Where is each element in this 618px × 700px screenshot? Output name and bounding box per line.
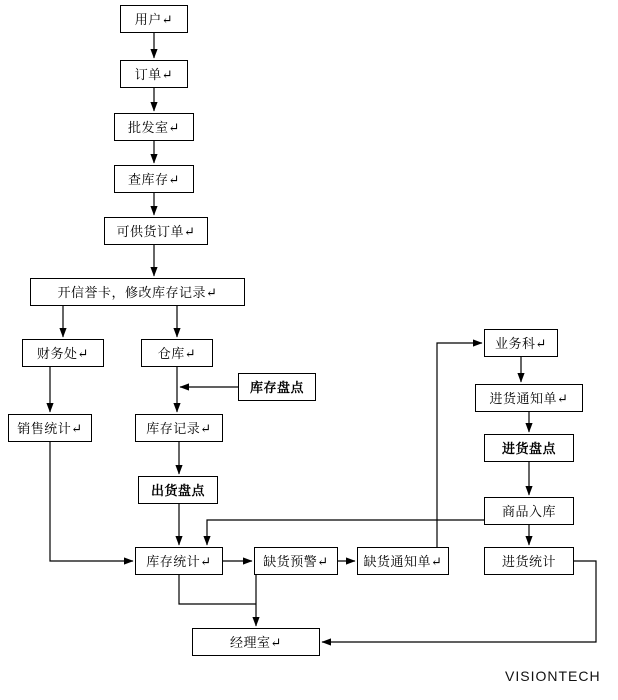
node-user[interactable]: 用户↵ — [120, 5, 188, 33]
node-warehouse[interactable]: 仓库↵ — [141, 339, 213, 367]
node-open-credit-card[interactable]: 开信誉卡，修改库存记录↵ — [30, 278, 245, 306]
node-goods-inbound[interactable]: 商品入库 — [484, 497, 574, 525]
node-business-dept[interactable]: 业务科↵ — [484, 329, 558, 357]
node-shortage-warning[interactable]: 缺货预警↵ — [254, 547, 338, 575]
watermark-label: VISIONTECH — [505, 668, 601, 684]
node-manager-office[interactable]: 经理室↵ — [192, 628, 320, 656]
node-stock-record[interactable]: 库存记录↵ — [135, 414, 223, 442]
node-outbound-count[interactable]: 出货盘点 — [138, 476, 218, 504]
node-purchase-notice[interactable]: 进货通知单↵ — [475, 384, 583, 412]
node-purchase-count[interactable]: 进货盘点 — [484, 434, 574, 462]
node-stock-statistics[interactable]: 库存统计↵ — [135, 547, 223, 575]
node-shortage-notice[interactable]: 缺货通知单↵ — [357, 547, 449, 575]
node-wholesale-room[interactable]: 批发室↵ — [114, 113, 194, 141]
node-sales-statistics[interactable]: 销售统计↵ — [8, 414, 92, 442]
node-stock-count[interactable]: 库存盘点 — [238, 373, 316, 401]
node-purchase-statistics[interactable]: 进货统计 — [484, 547, 574, 575]
node-order[interactable]: 订单↵ — [120, 60, 188, 88]
node-finance-dept[interactable]: 财务处↵ — [22, 339, 104, 367]
node-check-stock[interactable]: 查库存↵ — [114, 165, 194, 193]
node-available-order[interactable]: 可供货订单↵ — [104, 217, 208, 245]
